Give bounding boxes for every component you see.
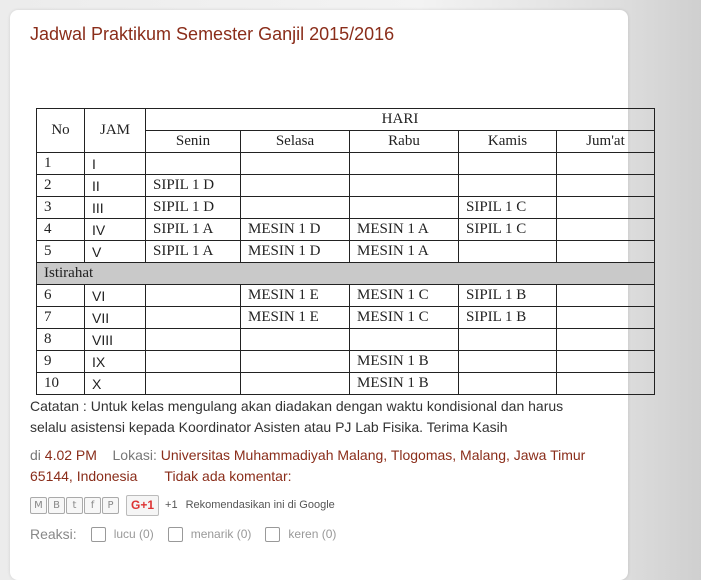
- row-number: 7: [37, 307, 85, 329]
- schedule-cell: MESIN 1 A: [350, 219, 459, 241]
- schedule-cell: [557, 153, 655, 175]
- row-jam: VIII: [85, 329, 146, 351]
- schedule-cell: SIPIL 1 C: [459, 219, 557, 241]
- schedule-cell: [459, 329, 557, 351]
- schedule-cell: [557, 219, 655, 241]
- schedule-cell: [146, 329, 241, 351]
- table-row: [37, 351, 655, 373]
- reaction-label: menarik (0): [190, 527, 252, 541]
- schedule-cell: [557, 175, 655, 197]
- table-row: [37, 153, 655, 175]
- row-number: 6: [37, 285, 85, 307]
- reaction-option[interactable]: [168, 527, 252, 542]
- row-jam: IX: [85, 351, 146, 373]
- row-jam: I: [85, 153, 146, 175]
- twitter-icon[interactable]: t: [66, 497, 83, 514]
- schedule-cell: [241, 197, 350, 219]
- row-number: 2: [37, 175, 85, 197]
- break-row: [37, 263, 655, 285]
- row-jam: II: [85, 175, 146, 197]
- row-number: 5: [37, 241, 85, 263]
- schedule-cell: [146, 153, 241, 175]
- day-header: Selasa: [241, 131, 350, 153]
- header-no: No: [37, 109, 85, 153]
- row-number: 1: [37, 153, 85, 175]
- schedule-cell: [459, 373, 557, 395]
- schedule-cell: SIPIL 1 A: [146, 241, 241, 263]
- day-header: Jum'at: [557, 131, 655, 153]
- table-row: [37, 197, 655, 219]
- blog-icon[interactable]: B: [48, 497, 65, 514]
- reaction-option[interactable]: [91, 527, 154, 542]
- schedule-cell: MESIN 1 C: [350, 285, 459, 307]
- row-number: 8: [37, 329, 85, 351]
- day-header: Rabu: [350, 131, 459, 153]
- schedule-cell: [146, 307, 241, 329]
- schedule-cell: [557, 197, 655, 219]
- schedule-cell: SIPIL 1 C: [459, 197, 557, 219]
- reaction-checkbox[interactable]: [265, 527, 280, 542]
- schedule-cell: [146, 285, 241, 307]
- share-bar: [30, 495, 335, 515]
- gplus-button[interactable]: G+1: [126, 495, 159, 516]
- location-link[interactable]: Universitas Muhammadiyah Malang, Tlogomas, Malang, Jawa Timur 65144, Indonesia: [30, 447, 586, 484]
- table-row: [37, 175, 655, 197]
- schedule-cell: [350, 153, 459, 175]
- schedule-cell: SIPIL 1 D: [146, 197, 241, 219]
- note-text: Catatan : Untuk kelas mengulang akan diadakan dengan waktu kondisional dan harus selalu asistensi kepada Koordinator Asisten atau PJ Lab Fisika. Terima Kasih: [30, 398, 564, 435]
- table-row: [37, 373, 655, 395]
- location-label: Lokasi:: [112, 447, 157, 463]
- reaction-checkbox[interactable]: [168, 527, 183, 542]
- schedule-table: [36, 108, 655, 395]
- row-number: 9: [37, 351, 85, 373]
- schedule-cell: [557, 241, 655, 263]
- schedule-cell: [241, 329, 350, 351]
- schedule-cell: [241, 373, 350, 395]
- table-row: [37, 329, 655, 351]
- schedule-cell: MESIN 1 D: [241, 219, 350, 241]
- schedule-cell: MESIN 1 E: [241, 307, 350, 329]
- day-header: Senin: [146, 131, 241, 153]
- table-row: [37, 241, 655, 263]
- schedule-cell: MESIN 1 B: [350, 373, 459, 395]
- break-label: Istirahat: [37, 263, 655, 285]
- schedule-cell: MESIN 1 C: [350, 307, 459, 329]
- schedule-cell: [241, 153, 350, 175]
- row-number: 4: [37, 219, 85, 241]
- reactions-label: Reaksi:: [30, 526, 77, 542]
- plusone-count: +1: [165, 499, 178, 511]
- row-jam: IV: [85, 219, 146, 241]
- reaction-label: lucu (0): [113, 527, 154, 541]
- schedule-cell: [459, 175, 557, 197]
- schedule-cell: [557, 351, 655, 373]
- recommend-text: Rekomendasikan ini di Google: [185, 499, 335, 511]
- reaction-label: keren (0): [288, 527, 337, 541]
- schedule-cell: [350, 329, 459, 351]
- row-number: 3: [37, 197, 85, 219]
- schedule-cell: [146, 351, 241, 373]
- schedule-cell: [350, 175, 459, 197]
- row-jam: V: [85, 241, 146, 263]
- email-icon[interactable]: M: [30, 497, 47, 514]
- reaction-option[interactable]: [265, 527, 336, 542]
- schedule-cell: [241, 175, 350, 197]
- facebook-icon[interactable]: f: [84, 497, 101, 514]
- schedule-cell: SIPIL 1 B: [459, 307, 557, 329]
- header-jam: JAM: [85, 109, 146, 153]
- reaction-checkbox[interactable]: [91, 527, 106, 542]
- row-jam: X: [85, 373, 146, 395]
- schedule-cell: [459, 241, 557, 263]
- time-prefix: di: [30, 447, 41, 463]
- schedule-cell: MESIN 1 A: [350, 241, 459, 263]
- row-number: 10: [37, 373, 85, 395]
- row-jam: VI: [85, 285, 146, 307]
- post-time-link[interactable]: 4.02 PM: [44, 447, 97, 463]
- day-header: Kamis: [459, 131, 557, 153]
- table-row: [37, 307, 655, 329]
- schedule-cell: MESIN 1 D: [241, 241, 350, 263]
- post-meta: [30, 445, 610, 487]
- post-title[interactable]: Jadwal Praktikum Semester Ganjil 2015/2016: [30, 24, 395, 44]
- table-row: [37, 285, 655, 307]
- row-jam: VII: [85, 307, 146, 329]
- reactions-bar: [30, 526, 350, 542]
- schedule-cell: SIPIL 1 A: [146, 219, 241, 241]
- schedule-cell: [459, 351, 557, 373]
- header-hari: HARI: [146, 109, 655, 131]
- comments-link[interactable]: Tidak ada komentar:: [164, 468, 292, 484]
- pinterest-icon[interactable]: P: [102, 497, 119, 514]
- schedule-cell: [459, 153, 557, 175]
- row-jam: III: [85, 197, 146, 219]
- schedule-cell: [241, 351, 350, 373]
- table-row: [37, 219, 655, 241]
- schedule-cell: [557, 373, 655, 395]
- schedule-cell: MESIN 1 B: [350, 351, 459, 373]
- schedule-cell: SIPIL 1 D: [146, 175, 241, 197]
- schedule-cell: [350, 197, 459, 219]
- schedule-cell: MESIN 1 E: [241, 285, 350, 307]
- schedule-cell: [146, 373, 241, 395]
- schedule-cell: SIPIL 1 B: [459, 285, 557, 307]
- schedule-cell: [557, 329, 655, 351]
- schedule-cell: [557, 285, 655, 307]
- schedule-cell: [557, 307, 655, 329]
